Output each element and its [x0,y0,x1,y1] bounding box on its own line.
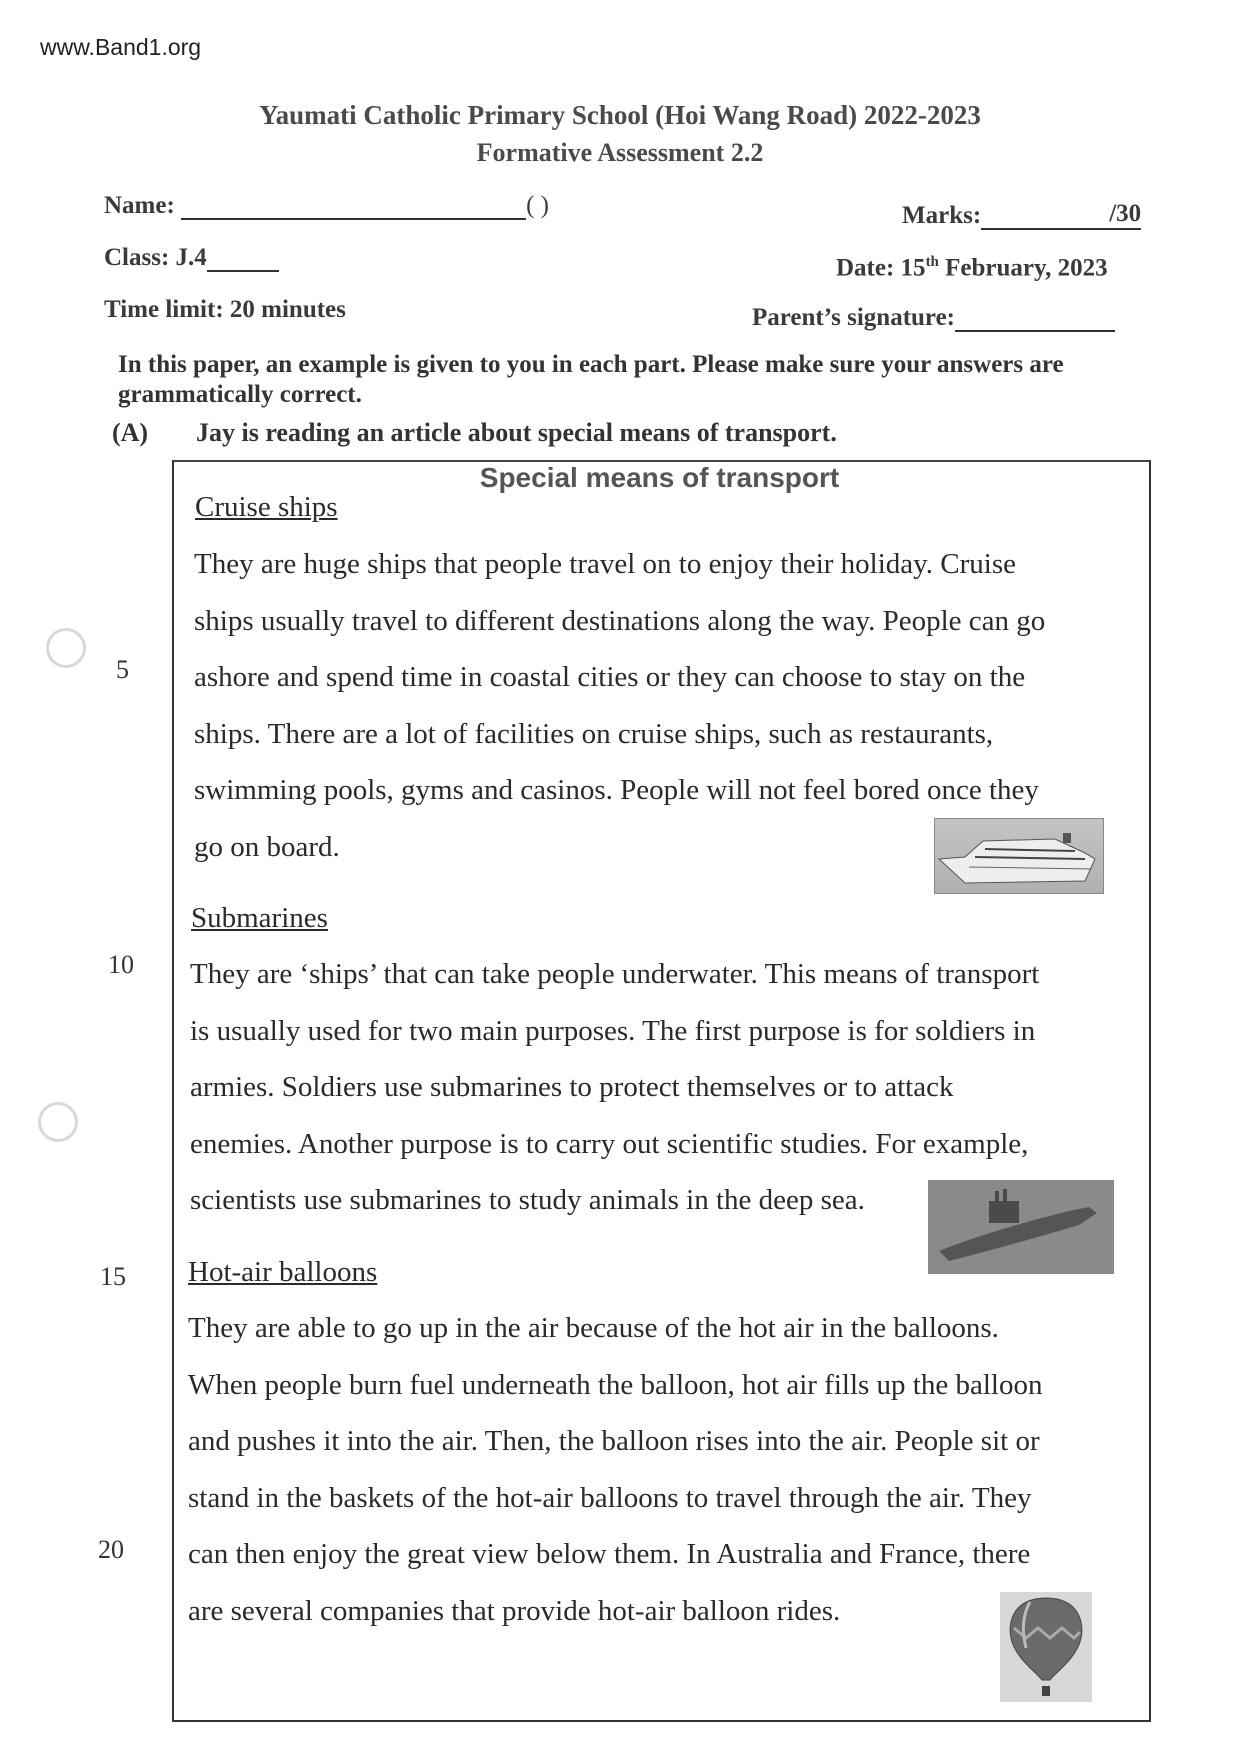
name-field [104,192,549,220]
signature-field [752,304,1115,332]
line-number-15: 15 [100,1262,126,1291]
text-line: armies. Soldiers use submarines to protect themselves or to attack [190,1071,954,1103]
text-line: go on board. [194,830,340,863]
submarine-image [928,1180,1114,1274]
hot-air-balloon-icon [1000,1592,1092,1702]
name-label: Name: [104,192,175,219]
line-number-10: 10 [108,950,134,979]
date-value: February, 2023 [938,254,1108,282]
section-body-hot-air-balloons [188,1300,1138,1639]
text-line: stand in the baskets of the hot-air balloons to travel through the air. They [188,1481,1032,1514]
class-blank [207,248,279,272]
date-field [836,254,1108,282]
part-a-label: (A) [112,418,149,447]
class-field [104,244,279,272]
class-number-paren: ( ) [526,192,549,219]
text-line: and pushes it into the air. Then, the balloon rises into the air. People sit or [188,1425,1040,1457]
line-number-20: 20 [98,1535,124,1564]
text-line: ships. There are a lot of facilities on cruise ships, such as restaurants, [194,717,994,750]
text-line: When people burn fuel underneath the balloon, hot air fills up the balloon [188,1368,1043,1401]
date-superscript: th [925,254,939,270]
signature-blank [955,308,1115,332]
text-line: swimming pools, gyms and casinos. People will not feel bored once they [194,774,1039,806]
cruise-ship-image [934,818,1104,894]
hot-air-balloon-image [1000,1592,1092,1702]
cruise-ship-icon [935,819,1103,893]
school-title: Yaumati Catholic Primary School (Hoi Wang Road) 2022-2023 [259,100,981,130]
name-blank [181,194,526,220]
text-line: is usually used for two main purposes. The first purpose is for soldiers in [190,1014,1036,1047]
section-heading-cruise-ships: Cruise ships [195,491,338,523]
part-a-text: Jay is reading an article about special means of transport. [196,418,837,447]
text-line: ashore and spend time in coastal cities or they can choose to stay on the [194,661,1026,693]
signature-label: Parent’s signature: [752,304,955,331]
text-line: scientists use submarines to study animals in the deep sea. [190,1184,865,1216]
text-line: can then enjoy the great view below them. In Australia and France, there [188,1538,1031,1570]
marks-total: /30 [981,200,1141,230]
submarine-icon [929,1181,1113,1273]
section-heading-submarines: Submarines [191,902,328,934]
marks-label: Marks: [902,202,982,229]
text-line: They are able to go up in the air because of the hot air in the balloons. [188,1312,999,1344]
assessment-title: Formative Assessment 2.2 [476,138,764,167]
marks-field [902,200,1141,230]
date-label: Date: 15 [836,254,926,282]
text-line: ships usually travel to different destinations along the way. People can go [194,604,1046,637]
binder-hole [38,1102,78,1142]
text-line: They are huge ships that people travel on to enjoy their holiday. Cruise [194,548,1016,580]
section-heading-hot-air-balloons: Hot-air balloons [188,1256,378,1288]
article-title: Special means of transport [479,462,840,493]
instructions: In this paper, an example is given to you in each part. Please make sure your answers are grammatically correct. [118,351,1064,408]
line-number-5: 5 [116,655,129,684]
text-line: They are ‘ships’ that can take people underwater. This means of transport [190,958,1040,990]
text-line: are several companies that provide hot-air balloon rides. [188,1594,841,1627]
text-line: enemies. Another purpose is to carry out scientific studies. For example, [190,1127,1029,1160]
watermark: www.Band1.org [40,34,202,60]
time-limit: Time limit: 20 minutes [104,296,346,323]
class-label: Class: J.4 [104,244,207,271]
binder-hole [46,628,86,668]
